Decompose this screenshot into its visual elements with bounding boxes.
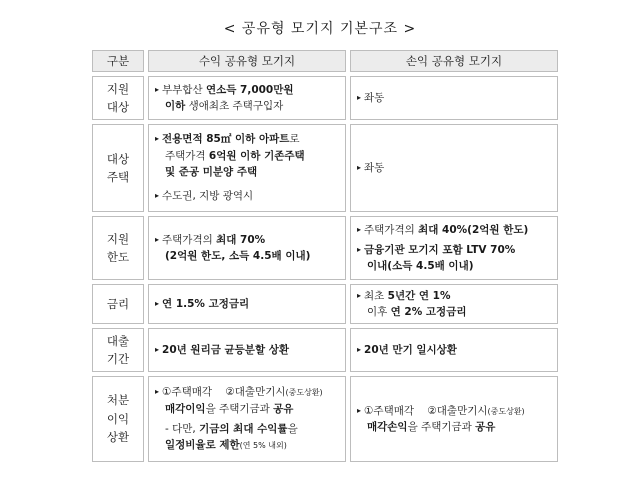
text-line bbox=[357, 342, 551, 358]
cell-loss-term bbox=[350, 328, 558, 372]
text-fragment: 최대 70% bbox=[216, 233, 266, 246]
text-fragment: 생애최초 주택구입자 bbox=[185, 100, 284, 112]
text-line bbox=[155, 148, 339, 164]
text-line bbox=[155, 437, 339, 453]
cell-profit-house bbox=[148, 124, 346, 212]
row-label-target bbox=[92, 76, 144, 120]
text-fragment: 20년 원리금 균등분할 상환 bbox=[162, 343, 290, 356]
cell-profit-rate bbox=[148, 284, 346, 324]
text-fragment: (2억원 한도, 소득 4.5배 이내) bbox=[165, 250, 311, 262]
text-fragment: 최초 bbox=[364, 289, 388, 302]
text-line: ▸ 좌동 bbox=[357, 160, 551, 176]
text-fragment: 일정비율로 제한 bbox=[165, 439, 240, 452]
text-fragment: 이후 bbox=[367, 306, 391, 318]
header-loss-sharing: 손익 공유형 모기지 bbox=[350, 50, 558, 72]
header-category: 구분 bbox=[92, 50, 144, 72]
text-fragment: 상환 bbox=[106, 430, 130, 445]
text-fragment: 로 bbox=[289, 133, 300, 146]
text-line: ▸ 수도권, 지방 광역시 bbox=[155, 188, 339, 204]
cell-profit-settlement bbox=[148, 376, 346, 462]
text-fragment: 을 bbox=[287, 423, 298, 435]
text-line bbox=[155, 342, 339, 358]
cell-loss-target bbox=[350, 76, 558, 120]
text-line bbox=[155, 131, 339, 147]
text-line bbox=[155, 248, 339, 264]
text-fragment: (중도상환) bbox=[487, 406, 525, 416]
text-fragment: 주택 bbox=[106, 170, 130, 184]
text-line bbox=[357, 304, 551, 320]
text-line bbox=[155, 232, 339, 248]
text-fragment: (연 5% 내외) bbox=[239, 441, 287, 451]
text-fragment: 연 1.5% 고정금리 bbox=[162, 297, 250, 310]
text-fragment: 대상 bbox=[106, 100, 130, 114]
text-line bbox=[357, 258, 551, 274]
row-label-settlement bbox=[92, 376, 144, 462]
cell-loss-settlement bbox=[350, 376, 558, 462]
text-line bbox=[155, 384, 339, 400]
text-fragment: 부부합산 bbox=[162, 83, 206, 96]
text-fragment: ②대출만기시 bbox=[225, 386, 286, 399]
text-line bbox=[155, 82, 339, 98]
text-fragment: 연소득 7,000만원 bbox=[205, 83, 294, 96]
row-label-rate bbox=[92, 284, 144, 324]
text-fragment: ②대출만기시 bbox=[427, 404, 488, 417]
text-fragment: 6억원 이하 기존주택 bbox=[208, 149, 305, 162]
row-label-house bbox=[92, 124, 144, 212]
text-fragment: 을 주택기금과 bbox=[407, 421, 476, 433]
row-label-limit bbox=[92, 216, 144, 280]
text-fragment: 20년 만기 일시상환 bbox=[364, 343, 457, 356]
text-fragment: 매각손익 bbox=[367, 421, 408, 433]
cell-profit-limit bbox=[148, 216, 346, 280]
text-fragment: 처분 bbox=[106, 393, 130, 408]
text-fragment: (중도상환) bbox=[285, 388, 323, 398]
text-fragment: 공유 bbox=[273, 402, 294, 415]
text-line bbox=[357, 288, 551, 304]
text-fragment: 주택가격의 bbox=[364, 223, 419, 236]
text-fragment: 이하 bbox=[165, 100, 186, 112]
text-fragment: 한도 bbox=[106, 250, 130, 264]
text-line bbox=[357, 419, 551, 435]
spacer bbox=[155, 180, 339, 188]
text-fragment: 5년간 연 1% bbox=[387, 289, 451, 302]
cell-loss-limit bbox=[350, 216, 558, 280]
text-fragment: 대상 bbox=[106, 151, 130, 166]
text-fragment: 금리 bbox=[106, 296, 130, 311]
cell-profit-target bbox=[148, 76, 346, 120]
text-line bbox=[155, 98, 339, 114]
text-fragment: 공유 bbox=[475, 421, 496, 433]
text-fragment: 주택가격의 bbox=[162, 233, 217, 246]
text-fragment: 주택가격 bbox=[165, 149, 209, 162]
text-fragment: 매각이익 bbox=[165, 402, 206, 415]
text-fragment: 지원 bbox=[106, 81, 130, 96]
text-fragment: 지원 bbox=[106, 231, 130, 246]
text-fragment: 이익 bbox=[106, 411, 130, 426]
text-fragment: ①주택매각 bbox=[162, 386, 213, 399]
text-fragment: ①주택매각 bbox=[364, 404, 415, 417]
page-title: < 공유형 모기지 기본구조 > bbox=[223, 21, 417, 37]
text-line: ▸ 좌동 bbox=[357, 90, 551, 106]
text-fragment: 기금의 최대 수익률 bbox=[199, 423, 288, 435]
text-fragment: 이내(소득 4.5배 이내) bbox=[367, 260, 474, 273]
text-fragment: 최대 40%(2억원 한도) bbox=[418, 223, 529, 236]
cell-loss-rate bbox=[350, 284, 558, 324]
text-fragment: 연 2% 고정금리 bbox=[390, 306, 467, 318]
cell-loss-house bbox=[350, 124, 558, 212]
text-fragment: 전용면적 85㎡ 이하 아파트 bbox=[162, 133, 290, 146]
text-line bbox=[357, 222, 551, 238]
text-line bbox=[155, 401, 339, 417]
header-profit-sharing: 수익 공유형 모기지 bbox=[148, 50, 346, 72]
text-fragment: 금융기관 모기지 포함 LTV 70% bbox=[364, 243, 516, 256]
text-line bbox=[357, 403, 551, 419]
text-fragment: 을 주택기금과 bbox=[205, 402, 274, 415]
text-line bbox=[357, 242, 551, 258]
text-line bbox=[155, 164, 339, 180]
cell-profit-term bbox=[148, 328, 346, 372]
text-fragment: 대출 bbox=[106, 333, 130, 348]
text-fragment: - 다만, bbox=[165, 423, 200, 435]
text-fragment: 기간 bbox=[106, 352, 130, 366]
text-line bbox=[155, 421, 339, 437]
text-line bbox=[155, 296, 339, 312]
row-label-term bbox=[92, 328, 144, 372]
text-fragment: 및 준공 미분양 주택 bbox=[165, 166, 258, 178]
